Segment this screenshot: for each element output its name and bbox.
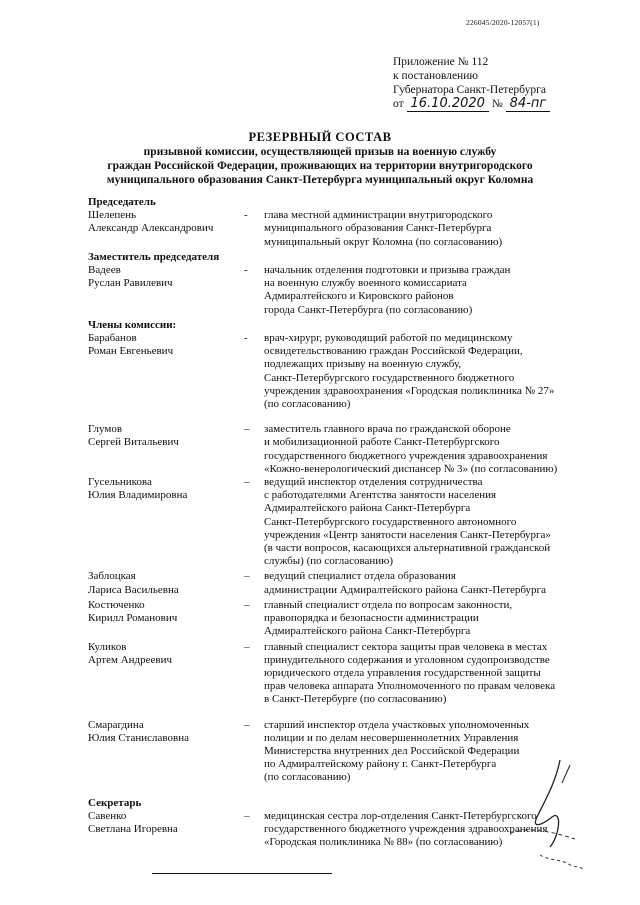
handwritten-number: 84-пг [506, 96, 551, 112]
desc-line: Санкт-Петербургского государственного бюджетного [264, 371, 515, 384]
separator-dash: – [244, 476, 250, 489]
member-given-name: Александр Александрович [88, 222, 214, 235]
desc-line: города Санкт-Петербурга (по согласованию) [264, 303, 473, 316]
handwritten-date: 16.10.2020 [407, 96, 489, 112]
desc-line: главный специалист отдела по вопросам законности, [264, 598, 513, 611]
desc-line: муниципальный округ Коломна (по согласованию) [264, 235, 503, 248]
member-surname: Шелепень [88, 209, 137, 222]
desc-line: начальник отделения подготовки и призыва граждан [264, 264, 511, 277]
desc-line: государственного бюджетного учреждения здравоохранения [264, 822, 548, 835]
member-description [264, 476, 614, 568]
desc-line: администрации Адмиралтейского района Санкт-Петербурга [264, 583, 546, 596]
member-row [88, 570, 608, 596]
desc-line: главный специалист сектора защиты прав человека в местах [264, 640, 548, 653]
appendix-line-2: к постановлению [393, 70, 478, 82]
desc-line: (по согласованию) [264, 398, 351, 411]
desc-line: по Адмиралтейскому району г. Санкт-Петербурга [264, 758, 497, 771]
desc-line: Адмиралтейского района Санкт-Петербурга [264, 625, 471, 638]
member-surname: Костюченко [88, 598, 145, 611]
member-name [88, 599, 244, 625]
separator-dash: – [244, 809, 250, 822]
desc-line: юридического отдела управления государственной защиты [264, 666, 541, 679]
separator-dash: – [244, 598, 250, 611]
member-surname: Вадеев [88, 264, 121, 277]
member-surname: Куликов [88, 640, 127, 653]
desc-line: (в части вопросов, касающихся альтернативной гражданской [264, 542, 551, 555]
member-name [88, 332, 244, 358]
bottom-rule [152, 873, 332, 874]
desc-line: Санкт-Петербургского государственного автономного [264, 515, 517, 528]
appendix-line-3: Губернатора Санкт-Петербурга [393, 84, 546, 96]
desc-line: прав человека аппарата Уполномоченного по правам человека [264, 680, 556, 693]
member-name [88, 209, 244, 235]
member-row [88, 476, 608, 568]
member-given-name: Роман Евгеньевич [88, 345, 174, 358]
desc-line: учреждения здравоохранения «Городская поликлиника № 27» [264, 384, 555, 397]
commission-list [88, 196, 608, 849]
member-row [88, 332, 608, 411]
member-given-name: Сергей Витальевич [88, 436, 179, 449]
member-name [88, 570, 244, 596]
member-given-name: Юлия Станиславовна [88, 731, 189, 744]
subtitle-line-2: граждан Российской Федерации, проживающих на территории внутригородского [107, 160, 533, 172]
desc-line: заместитель главного врача по гражданской обороне [264, 423, 511, 436]
member-row-chair [88, 209, 608, 249]
member-name [88, 719, 244, 745]
desc-line: медицинская сестра лор-отделения Санкт-Петербургского [264, 809, 537, 822]
separator-dash: – [244, 423, 250, 436]
member-given-name: Лариса Васильевна [88, 583, 179, 596]
separator-dash: – [244, 718, 250, 731]
desc-line: правопорядка и безопасности администрации [264, 612, 479, 625]
desc-line: (по согласованию) [264, 771, 351, 784]
subtitle-line-3: муниципального образования Санкт-Петербурга муниципальный округ Коломна [106, 174, 534, 186]
desc-line: ведущий специалист отдела образования [264, 570, 456, 583]
member-row-deputy [88, 264, 608, 317]
section-chair: Председатель [88, 196, 156, 208]
subtitle-line-1: призывной комиссии, осуществляющей призыв на военную службу [143, 146, 497, 158]
member-surname: Смарагдина [88, 718, 144, 731]
separator-dash: – [244, 640, 250, 653]
desc-line: освидетельствованию граждан Российской Федерации, [264, 345, 523, 358]
member-given-name: Кирилл Романович [88, 612, 178, 625]
document-title: РЕЗЕРВНЫЙ СОСТАВ [248, 130, 392, 144]
member-description [264, 264, 614, 317]
member-name [88, 423, 244, 449]
section-members: Члены комиссии: [88, 318, 177, 331]
desc-line: принудительного содержания и уголовном судопроизводстве [264, 653, 550, 666]
member-description [264, 332, 614, 411]
desc-line: «Городская поликлиника № 88» (по согласованию) [264, 836, 503, 849]
desc-line: Адмиралтейского района Санкт-Петербурга [264, 502, 471, 515]
member-name [88, 810, 244, 836]
desc-line: государственного бюджетного учреждения здравоохранения [264, 449, 548, 462]
desc-line: и мобилизационной работе Санкт-Петербургского [264, 436, 500, 449]
member-given-name: Светлана Игоревна [88, 822, 178, 835]
desc-line: ведущий инспектор отделения сотрудничества [264, 476, 483, 489]
member-description [264, 209, 614, 249]
desc-line: учреждения «Центр занятости населения Санкт-Петербурга» [264, 528, 551, 541]
desc-line: глава местной администрации внутригородского [264, 209, 493, 222]
member-given-name: Руслан Равилевич [88, 277, 173, 290]
date-prefix: от [393, 98, 404, 110]
section-secretary: Секретарь [88, 796, 142, 809]
member-name [88, 476, 244, 502]
appendix-line-1: Приложение № 112 [393, 56, 489, 68]
desc-line: в Санкт-Петербурге (по согласованию) [264, 693, 447, 706]
member-description [264, 423, 614, 476]
desc-line: на военную службу военного комиссариата [264, 277, 467, 290]
document-number: 226045/2020-12057(1) [466, 18, 540, 27]
member-name [88, 641, 244, 667]
handwritten-signature-mark [490, 755, 600, 875]
member-surname: Заблоцкая [88, 570, 136, 583]
desc-line: подлежащих призыву на военную службу, [264, 358, 462, 371]
member-surname: Савенко [88, 809, 127, 822]
desc-line: с работодателями Агентства занятости населения [264, 489, 497, 502]
separator-dash: – [244, 570, 250, 583]
member-row [88, 641, 608, 707]
member-given-name: Юлия Владимировна [88, 489, 188, 502]
desc-line: службы) (по согласованию) [264, 555, 394, 568]
separator-dash: - [244, 264, 248, 277]
member-row [88, 599, 608, 639]
member-name [88, 264, 244, 290]
section-deputy: Заместитель председателя [88, 250, 220, 263]
separator-dash: - [244, 332, 248, 345]
desc-line: Министерства внутренних дел Российской Федерации [264, 744, 520, 757]
member-surname: Гусельникова [88, 476, 152, 489]
member-description [264, 570, 614, 596]
desc-line: врач-хирург, руководящий работой по медицинскому [264, 332, 513, 345]
member-row [88, 423, 608, 476]
member-surname: Барабанов [88, 332, 137, 345]
number-prefix: № [491, 98, 503, 110]
member-description [264, 641, 614, 707]
member-given-name: Артем Андреевич [88, 653, 173, 666]
desc-line: «Кожно-венерологический диспансер № 3» (по согласованию) [264, 462, 558, 475]
member-surname: Глумов [88, 423, 123, 436]
member-description [264, 599, 614, 639]
desc-line: полиции и по делам несовершеннолетних Управления [264, 731, 519, 744]
document-subtitle [60, 145, 580, 187]
appendix-block [393, 55, 550, 111]
desc-line: старший инспектор отдела участковых уполномоченных [264, 718, 530, 731]
appendix-date-line [393, 97, 550, 111]
separator-dash: - [244, 209, 248, 222]
desc-line: муниципального образования Санкт-Петербурга [264, 222, 492, 235]
desc-line: Адмиралтейского и Кировского районов [264, 290, 454, 303]
